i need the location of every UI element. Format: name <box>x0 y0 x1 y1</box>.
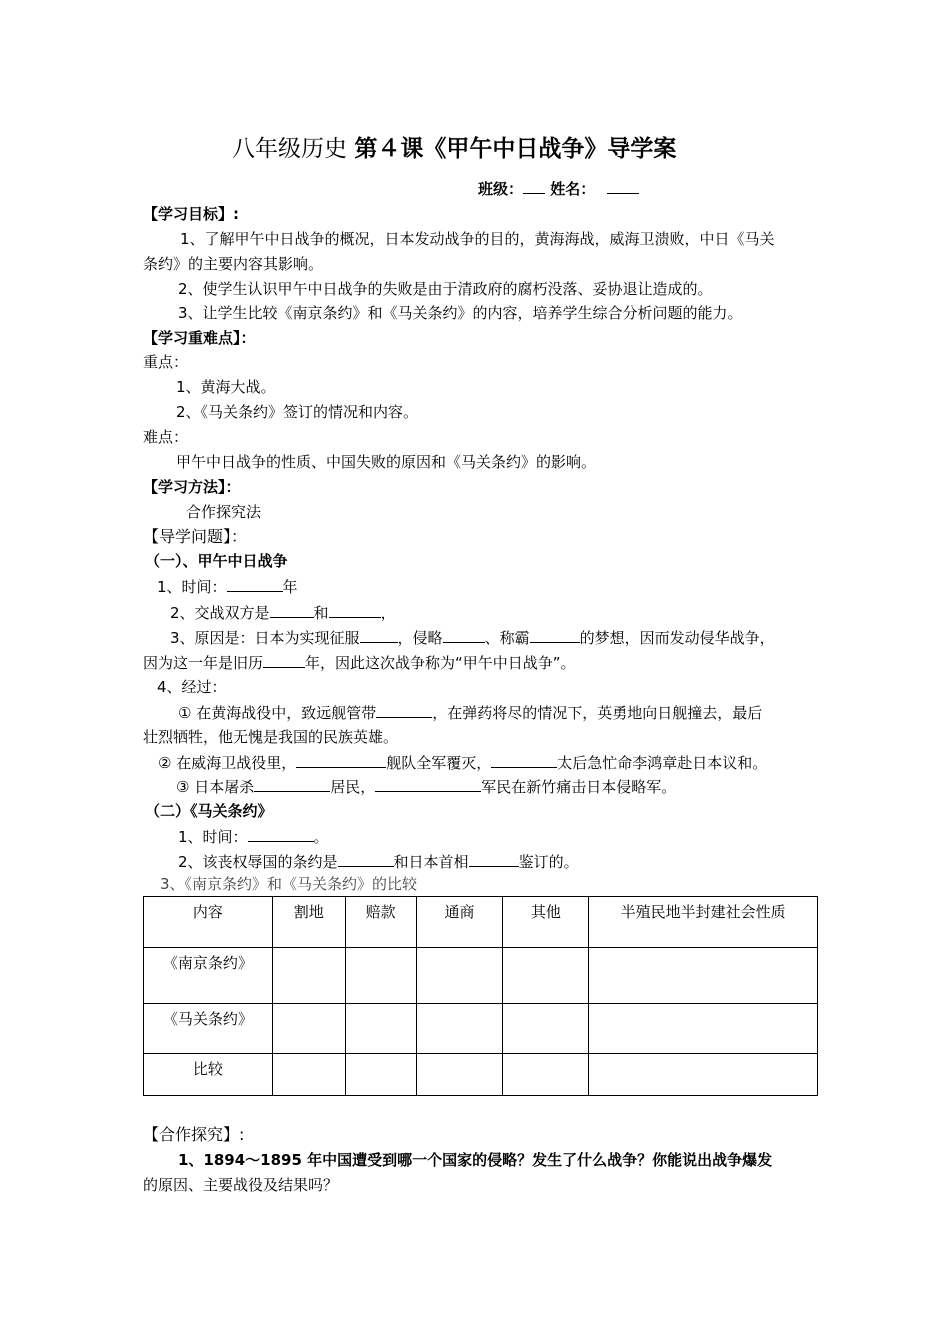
objectives-heading: 【学习目标】: <box>143 205 239 223</box>
part1-q3-line-1 <box>170 626 775 649</box>
course-2-c: 太后急忙命李鸿章赴日本议和。 <box>557 754 768 772</box>
massacre-blank[interactable] <box>254 775 330 792</box>
part1-q3-line-2 <box>143 651 576 674</box>
table-header-row <box>144 897 818 948</box>
answer-cell[interactable] <box>272 1004 345 1054</box>
guide-heading: 【导学问题】： <box>143 527 248 546</box>
objective-2: 2、使学生认识甲午中日战争的失败是由于清政府的腐朽没落、妥协退让造成的。 <box>178 280 713 298</box>
answer-cell[interactable] <box>589 1054 818 1096</box>
lunar-year-blank[interactable] <box>263 651 305 668</box>
course-1-line-2: 壮烈牺牲，他无愧是我国的民族英雄。 <box>143 728 399 746</box>
part2-q1-label: 1、时间： <box>178 828 248 846</box>
class-name-line <box>478 177 639 200</box>
method-text: 合作探究法 <box>186 503 262 521</box>
part2-q1 <box>178 825 329 848</box>
explore-heading: 【合作探究】: <box>143 1125 245 1144</box>
answer-cell[interactable] <box>589 948 818 1004</box>
part1-q2-label: 2、交战双方是 <box>170 604 270 622</box>
focus-item-2: 2、《马关条约》签订的情况和内容。 <box>176 403 419 421</box>
focus-label: 重点： <box>143 353 189 371</box>
part1-q2-and: 和 <box>313 604 329 622</box>
part1-q3-d: 的梦想，因而发动侵华战争， <box>579 629 775 647</box>
part1-q3-a: 3、原因是：日本为实现征服 <box>170 629 360 647</box>
class-label: 班级： <box>478 180 524 198</box>
answer-cell[interactable] <box>416 1004 503 1054</box>
course-3-c: 军民在新竹痛击日本侵略军。 <box>481 778 677 796</box>
table-row <box>144 948 818 1004</box>
name-blank[interactable] <box>607 177 639 194</box>
part1-q3-e: 因为这一年是旧历 <box>143 654 264 672</box>
invade-blank[interactable] <box>443 626 485 643</box>
table-header-cell: 其他 <box>503 897 589 948</box>
name-label: 姓名： <box>550 180 596 198</box>
resistance-blank[interactable] <box>375 775 481 792</box>
part1-q2-comma: ， <box>380 604 396 622</box>
part1-q3-c: 、称霸 <box>484 629 530 647</box>
part1-q4: 4、经过： <box>157 678 227 696</box>
row-label: 《南京条约》 <box>144 948 273 1004</box>
part1-q1-unit: 年 <box>282 578 298 596</box>
table-row <box>144 1004 818 1054</box>
explore-q1-line-2: 的原因、主要战役及结果吗？ <box>143 1176 339 1194</box>
table-header-cell: 赔款 <box>345 897 416 948</box>
answer-cell[interactable] <box>345 1054 416 1096</box>
course-1-line-1 <box>178 701 762 724</box>
course-2-a: ② 在威海卫战役里， <box>158 754 297 772</box>
answer-cell[interactable] <box>272 948 345 1004</box>
year-blank[interactable] <box>227 575 283 592</box>
focus-item-1: 1、黄海大战。 <box>176 378 276 396</box>
part1-heading: （一）、甲午中日战争 <box>145 552 288 570</box>
objective-1-line-2: 条约》的主要内容其影响。 <box>143 255 324 273</box>
class-blank[interactable] <box>523 177 545 194</box>
course-2-b: 舰队全军覆灭， <box>386 754 492 772</box>
part2-q3: 3、《南京条约》和《马关条约》的比较 <box>160 875 418 893</box>
part1-q1 <box>157 575 298 598</box>
answer-cell[interactable] <box>416 948 503 1004</box>
course-1-b: ，在弹药将尽的情况下，英勇地向日舰撞去，最后 <box>432 704 763 722</box>
part2-q2 <box>178 850 579 873</box>
objective-3: 3、让学生比较《南京条约》和《马关条约》的内容，培养学生综合分析问题的能力。 <box>178 304 743 322</box>
course-1-a: ① 在黄海战役中，致远舰管带 <box>178 704 377 722</box>
part1-q3-b: ，侵略 <box>397 629 443 647</box>
answer-cell[interactable] <box>503 1004 589 1054</box>
table-row <box>144 1054 818 1096</box>
comparison-table <box>143 896 818 1096</box>
part2-q2-c: 鉴订的。 <box>518 853 579 871</box>
fleet-blank[interactable] <box>296 751 386 768</box>
title-prefix: 八年级历史 <box>232 136 347 162</box>
table-header-cell: 半殖民地半封建社会性质 <box>589 897 818 948</box>
course-3-b: 居民， <box>330 778 376 796</box>
signer-china-blank[interactable] <box>338 850 394 867</box>
method-heading: 【学习方法】： <box>143 478 241 496</box>
part1-q1-label: 1、时间： <box>157 578 227 596</box>
course-3-a: ③ 日本屠杀 <box>176 778 255 796</box>
difficulty-label: 难点： <box>143 428 189 446</box>
part2-heading: （二）《马关条约》 <box>145 802 273 820</box>
answer-cell[interactable] <box>503 948 589 1004</box>
row-label: 《马关条约》 <box>144 1004 273 1054</box>
title-main: 第４课《甲午中日战争》导学案 <box>354 136 677 162</box>
part1-q3-f: 年，因此这次战争称为“甲午中日战争”。 <box>305 654 576 672</box>
treaty-date-blank[interactable] <box>248 825 314 842</box>
captain-blank[interactable] <box>376 701 432 718</box>
explore-q1-line-1: 1、1894～1895 年中国遭受到哪一个国家的侵略？发生了什么战争？你能说出战争爆发 <box>178 1151 773 1169</box>
course-3 <box>176 775 676 798</box>
table-header-cell: 割地 <box>272 897 345 948</box>
party-a-blank[interactable] <box>270 601 314 618</box>
answer-cell[interactable] <box>589 1004 818 1054</box>
conquer-blank[interactable] <box>360 626 398 643</box>
course-2 <box>158 751 767 774</box>
key-points-heading: 【学习重难点】： <box>143 329 256 347</box>
answer-cell[interactable] <box>345 948 416 1004</box>
part1-q2 <box>170 601 396 624</box>
table-header-cell: 内容 <box>144 897 273 948</box>
part2-q2-a: 2、该丧权辱国的条约是 <box>178 853 338 871</box>
objective-1-line-1: 1、了解甲午中日战争的概况，日本发动战争的目的，黄海海战，威海卫溃败，中日《马关 <box>180 230 775 248</box>
part2-q1-end: 。 <box>313 828 329 846</box>
party-b-blank[interactable] <box>329 601 381 618</box>
answer-cell[interactable] <box>416 1054 503 1096</box>
part2-q2-b: 和日本首相 <box>393 853 469 871</box>
table-header-cell: 通商 <box>416 897 503 948</box>
answer-cell[interactable] <box>345 1004 416 1054</box>
difficulty-item-1: 甲午中日战争的性质、中国失败的原因和《马关条约》的影响。 <box>176 453 597 471</box>
dominate-blank[interactable] <box>530 626 580 643</box>
answer-cell[interactable] <box>503 1054 589 1096</box>
signer-japan-blank[interactable] <box>469 850 519 867</box>
page-title <box>232 134 676 164</box>
row-label: 比较 <box>144 1054 273 1096</box>
answer-cell[interactable] <box>272 1054 345 1096</box>
empress-blank[interactable] <box>491 751 557 768</box>
